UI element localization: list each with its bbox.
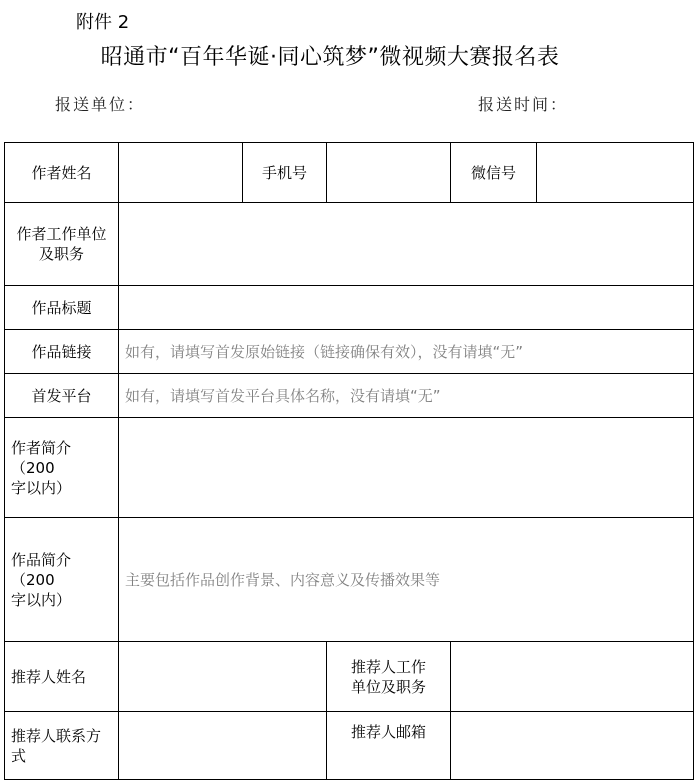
row-work-link [5,330,694,374]
author-intro-label-line2: 字以内） [11,478,72,497]
registration-form-table [4,142,694,780]
work-unit-label [5,203,119,286]
submit-time-label: 报送时间： [478,95,569,114]
work-title-field[interactable] [119,286,694,330]
row-recommender-contact [5,712,694,780]
recommender-contact-label-line2: 式 [11,746,27,765]
row-work-title [5,286,694,330]
work-unit-label-line1: 作者工作单位 [16,225,107,243]
work-link-label: 作品链接 [5,330,119,374]
author-intro-field[interactable] [119,418,694,518]
phone-label: 手机号 [243,143,327,203]
recommender-contact-label-line1: 推荐人联系方 [11,726,102,745]
submit-unit-label: 报送单位： [55,95,146,114]
recommender-name-field[interactable] [119,642,327,712]
row-first-platform [5,374,694,418]
recommender-unit-label-line2: 单位及职务 [350,677,426,696]
author-intro-label-line1: 作者简介（200 [11,438,72,477]
attachment-label: 附件 2 [76,12,130,33]
author-name-field[interactable] [119,143,243,203]
work-unit-field[interactable] [119,203,694,286]
recommender-unit-label-line1: 推荐人工作 [350,657,426,676]
row-work-intro [5,518,694,642]
work-intro-label-line2: 字以内） [11,590,72,609]
phone-field[interactable] [327,143,451,203]
work-title-label: 作品标题 [5,286,119,330]
first-platform-field[interactable]: 如有，请填写首发平台具体名称，没有请填“无” [119,374,694,418]
recommender-unit-label [327,642,451,712]
first-platform-label: 首发平台 [5,374,119,418]
work-intro-label [5,518,119,642]
recommender-email-label: 推荐人邮箱 [327,712,451,780]
wechat-field[interactable] [537,143,694,203]
row-author-basic [5,143,694,203]
author-name-label: 作者姓名 [5,143,119,203]
work-unit-label-line2: 及职务 [38,245,84,263]
recommender-unit-field[interactable] [451,642,694,712]
row-author-intro [5,418,694,518]
recommender-contact-field[interactable] [119,712,327,780]
wechat-label: 微信号 [451,143,537,203]
author-intro-label [5,418,119,518]
work-intro-label-line1: 作品简介（200 [11,550,72,589]
work-intro-field[interactable]: 主要包括作品创作背景、内容意义及传播效果等 [119,518,694,642]
row-work-unit [5,203,694,286]
row-recommender [5,642,694,712]
page-title: 昭通市“百年华诞·同心筑梦”微视频大赛报名表 [100,45,560,70]
recommender-email-field[interactable] [451,712,694,780]
recommender-contact-label [5,712,119,780]
work-link-field[interactable]: 如有，请填写首发原始链接（链接确保有效），没有请填“无” [119,330,694,374]
recommender-name-label: 推荐人姓名 [5,642,119,712]
